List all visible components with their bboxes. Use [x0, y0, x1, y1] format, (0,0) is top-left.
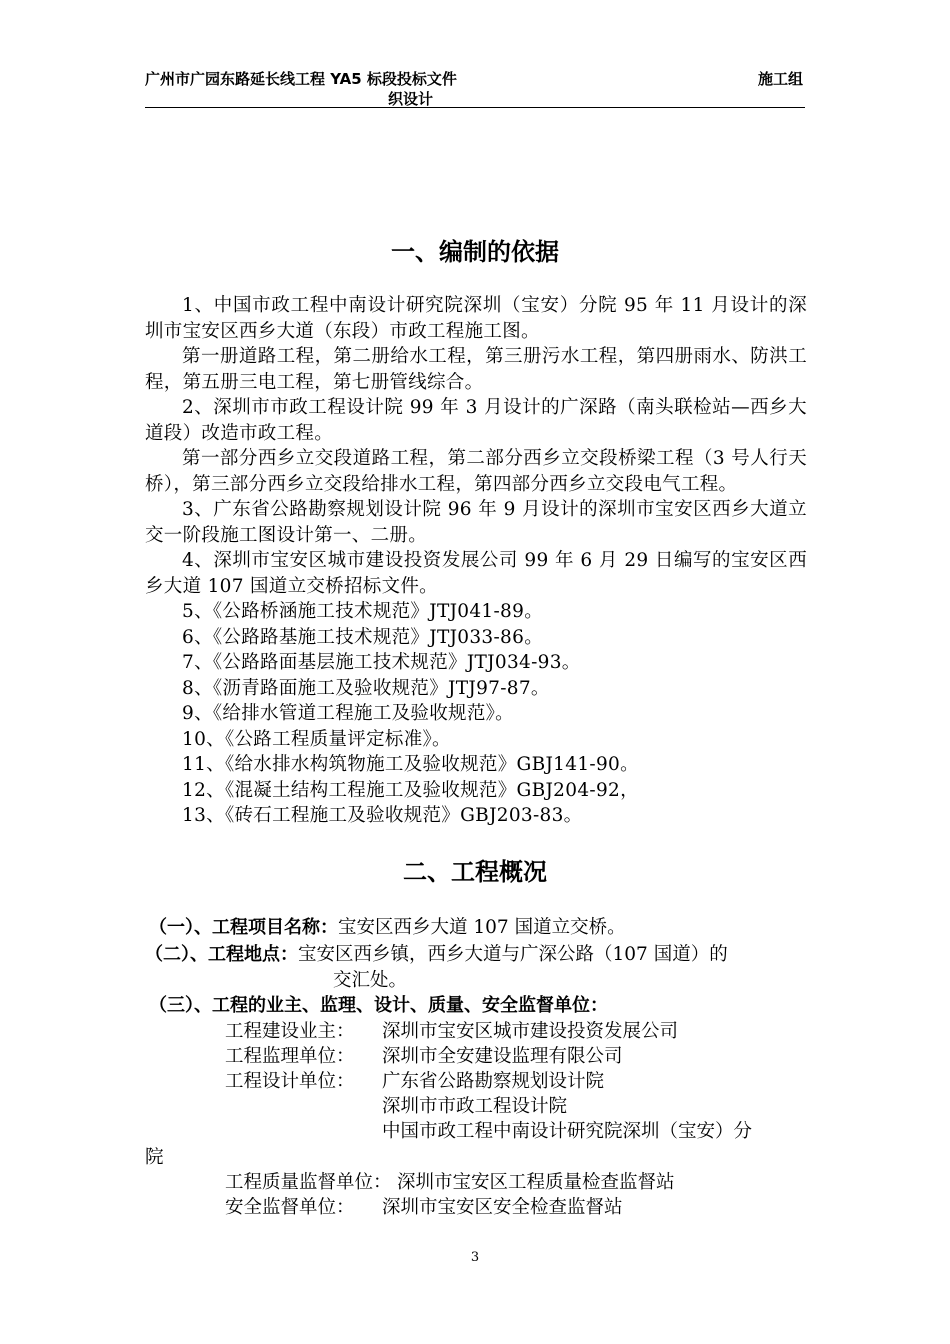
basis-paragraph: 4、深圳市宝安区城市建设投资发展公司 99 年 6 月 29 日编写的宝安区西乡大道 107 国道立交桥招标文件。 [145, 550, 807, 597]
header-divider [145, 107, 805, 108]
supervisor-value: 深圳市全安建设监理有限公司 [382, 1046, 623, 1067]
basis-paragraph: 10、《公路工程质量评定标准》。 [182, 728, 451, 750]
basis-paragraph: 2、深圳市市政工程设计院 99 年 3 月设计的广深路（南头联检站—西乡大道段）改造市政工程。 [145, 397, 807, 444]
header-title-continued: 织设计 [388, 90, 434, 108]
owner-value: 深圳市宝安区城市建设投资发展公司 [382, 1021, 679, 1042]
designer-value: 中国市政工程中南设计研究院深圳（宝安）分 [382, 1121, 753, 1142]
supervisor-label: 工程监理单位： [225, 1046, 355, 1067]
safety-value: 深圳市宝安区安全检查监督站 [382, 1197, 623, 1218]
project-name-row [149, 915, 626, 941]
basis-paragraph: 第一册道路工程，第二册给水工程，第三册污水工程，第四册雨水、防洪工程，第五册三电工程，第七册管线综合。 [145, 346, 807, 393]
section-heading-overview: 二、工程概况 [403, 858, 547, 886]
project-location-continued: 交汇处。 [333, 970, 408, 991]
basis-paragraph: 5、《公路桥涵施工技术规范》JTJ041-89。 [182, 601, 543, 622]
quality-label: 工程质量监督单位： [225, 1172, 392, 1193]
header-title: 广州市广园东路延长线工程 YA5 标段投标文件 [145, 70, 457, 88]
basis-paragraph: 第一部分西乡立交段道路工程，第二部分西乡立交段桥梁工程（3 号人行天桥），第三部分西乡立交段给排水工程，第四部分西乡立交段电气工程。 [145, 448, 807, 495]
basis-paragraph: 1、中国市政工程中南设计研究院深圳（宝安）分院 95 年 11 月设计的深圳市宝安区西乡大道（东段）市政工程施工图。 [145, 295, 807, 342]
designer-value: 深圳市市政工程设计院 [382, 1096, 568, 1117]
basis-paragraph: 12、《混凝土结构工程施工及验收规范》GBJ204-92， [182, 779, 639, 801]
page-header [145, 66, 805, 110]
basis-paragraph: 13、《砖石工程施工及验收规范》GBJ203-83。 [182, 805, 583, 826]
designer-label: 工程设计单位： [225, 1071, 355, 1092]
project-name-label: （一）、工程项目名称： [149, 917, 338, 938]
project-parties-heading [149, 993, 608, 1019]
project-location-row [145, 942, 728, 968]
basis-paragraph: 7、《公路路面基层施工技术规范》JTJ034-93。 [182, 652, 581, 673]
owner-label: 工程建设业主： [225, 1021, 355, 1042]
basis-paragraph: 3、广东省公路勘察规划设计院 96 年 9 月设计的深圳市宝安区西乡大道立交一阶段施工图设计第一、二册。 [145, 499, 807, 546]
section-heading-basis: 一、编制的依据 [391, 238, 559, 266]
page-number: 3 [470, 1250, 480, 1265]
basis-list [145, 293, 807, 829]
project-location-value: 宝安区西乡镇，西乡大道与广深公路（107 国道）的 [298, 944, 728, 965]
basis-paragraph: 11、《给水排水构筑物施工及验收规范》GBJ141-90。 [182, 754, 639, 775]
basis-paragraph: 6、《公路路基施工技术规范》JTJ033-86。 [182, 626, 543, 648]
quality-value: 深圳市宝安区工程质量检查监督站 [397, 1172, 675, 1193]
project-name-value: 宝安区西乡大道 107 国道立交桥。 [338, 917, 626, 938]
project-location-label: （二）、工程地点： [145, 944, 298, 965]
safety-label: 安全监督单位： [225, 1197, 355, 1218]
header-right-label: 施工组 [757, 70, 803, 88]
project-parties-label: （三）、工程的业主、监理、设计、质量、安全监督单位： [149, 995, 608, 1016]
basis-paragraph: 8、《沥青路面施工及验收规范》JTJ97-87。 [182, 677, 550, 699]
basis-paragraph: 9、《给排水管道工程施工及验收规范》。 [182, 703, 514, 724]
designer-value: 广东省公路勘察规划设计院 [382, 1071, 605, 1092]
designer-value-wrap: 院 [145, 1147, 164, 1168]
